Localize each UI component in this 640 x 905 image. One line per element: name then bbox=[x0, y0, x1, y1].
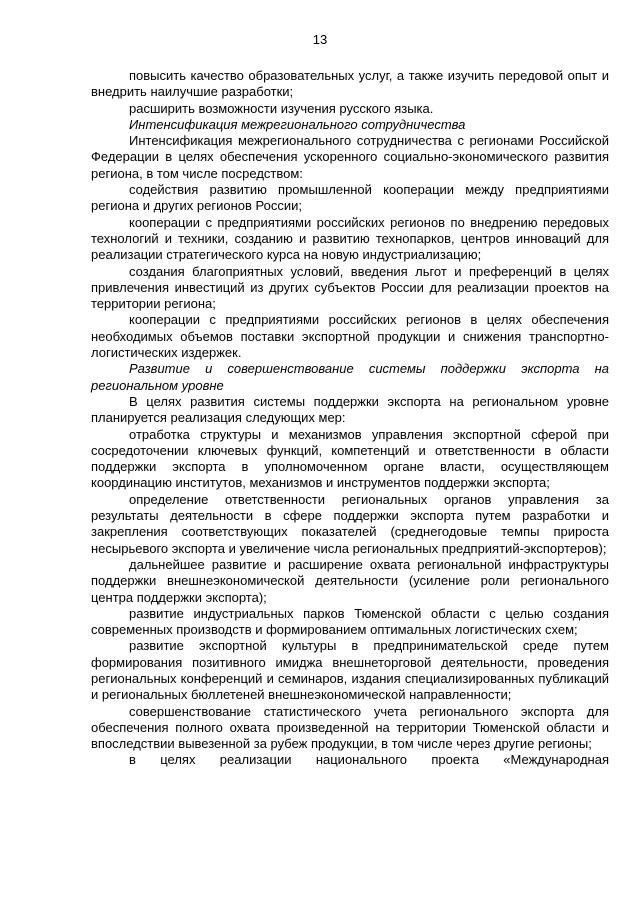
paragraph: развитие индустриальных парков Тюменской области с целью создания современных производств и формированием оптимальных логистических схем; bbox=[91, 605, 609, 638]
paragraph: определение ответственности региональных органов управления за результаты деятельности в сфере поддержки экспорта путем разработки и закрепления соответствующих показателей (среднегодовые темпы прироста несырьевого экспорта и увеличение числа региональных предприятий-экспортеров); bbox=[91, 491, 609, 556]
paragraph: совершенствование статистического учета регионального экспорта для обеспечения полного охвата произведенной на территории Тюменской области и впоследствии вывезенной за рубеж продукции, в том числе через другие регионы; bbox=[91, 703, 609, 752]
paragraph: дальнейшее развитие и расширение охвата региональной инфраструктуры поддержки внешнеэкономической деятельности (усиление роли регионального центра поддержки экспорта); bbox=[91, 556, 609, 605]
paragraph: В целях развития системы поддержки экспорта на региональном уровне планируется реализация следующих мер: bbox=[91, 393, 609, 426]
paragraph: создания благоприятных условий, введения льгот и преференций в целях привлечения инвестиций из других субъектов России для реализации проектов на территории региона; bbox=[91, 263, 609, 312]
paragraph: расширить возможности изучения русского языка. bbox=[129, 100, 434, 116]
section-heading: Развитие и совершенствование системы поддержки экспорта на региональном уровне bbox=[91, 361, 609, 393]
page-number: 13 bbox=[312, 32, 328, 47]
paragraph: отработка структуры и механизмов управления экспортной сферой при сосредоточении ключевых функций, компетенций и ответственности в области поддержки экспорта в уполномоченном органе власти, осуществляющем координацию институтов, механизмов и инструментов поддержки экспорта; bbox=[91, 426, 609, 491]
paragraph: кооперации с предприятиями российских регионов по внедрению передовых технологий и техники, созданию и развитию технопарков, центров инноваций для реализации стратегического курса на новую индустриализацию; bbox=[91, 214, 609, 263]
paragraph: повысить качество образовательных услуг, а также изучить передовой опыт и внедрить наилучшие разработки; bbox=[91, 68, 609, 100]
paragraph: кооперации с предприятиями российских регионов в целях обеспечения необходимых объемов поставки экспортной продукции и снижения транспортно-логистических издержек. bbox=[91, 312, 609, 361]
paragraph: развитие экспортной культуры в предпринимательской среде путем формирования позитивного имиджа внешнеторговой деятельности, проведения региональных конференций и семинаров, издания специализированных публикаций и региональных бюллетеней внешнеэкономической направленности; bbox=[91, 638, 609, 703]
document-body bbox=[91, 68, 609, 769]
paragraph: Интенсификация межрегионального сотрудничества с регионами Российской Федерации в целях обеспечения ускоренного социально-экономического развития региона, в том числе посредством: bbox=[91, 133, 609, 181]
section-heading: Интенсификация межрегионального сотрудничества bbox=[129, 116, 466, 132]
paragraph: в целях реализации национального проекта «Международная bbox=[129, 752, 609, 768]
paragraph: содействия развитию промышленной кооперации между предприятиями региона и других регионов России; bbox=[91, 182, 609, 214]
